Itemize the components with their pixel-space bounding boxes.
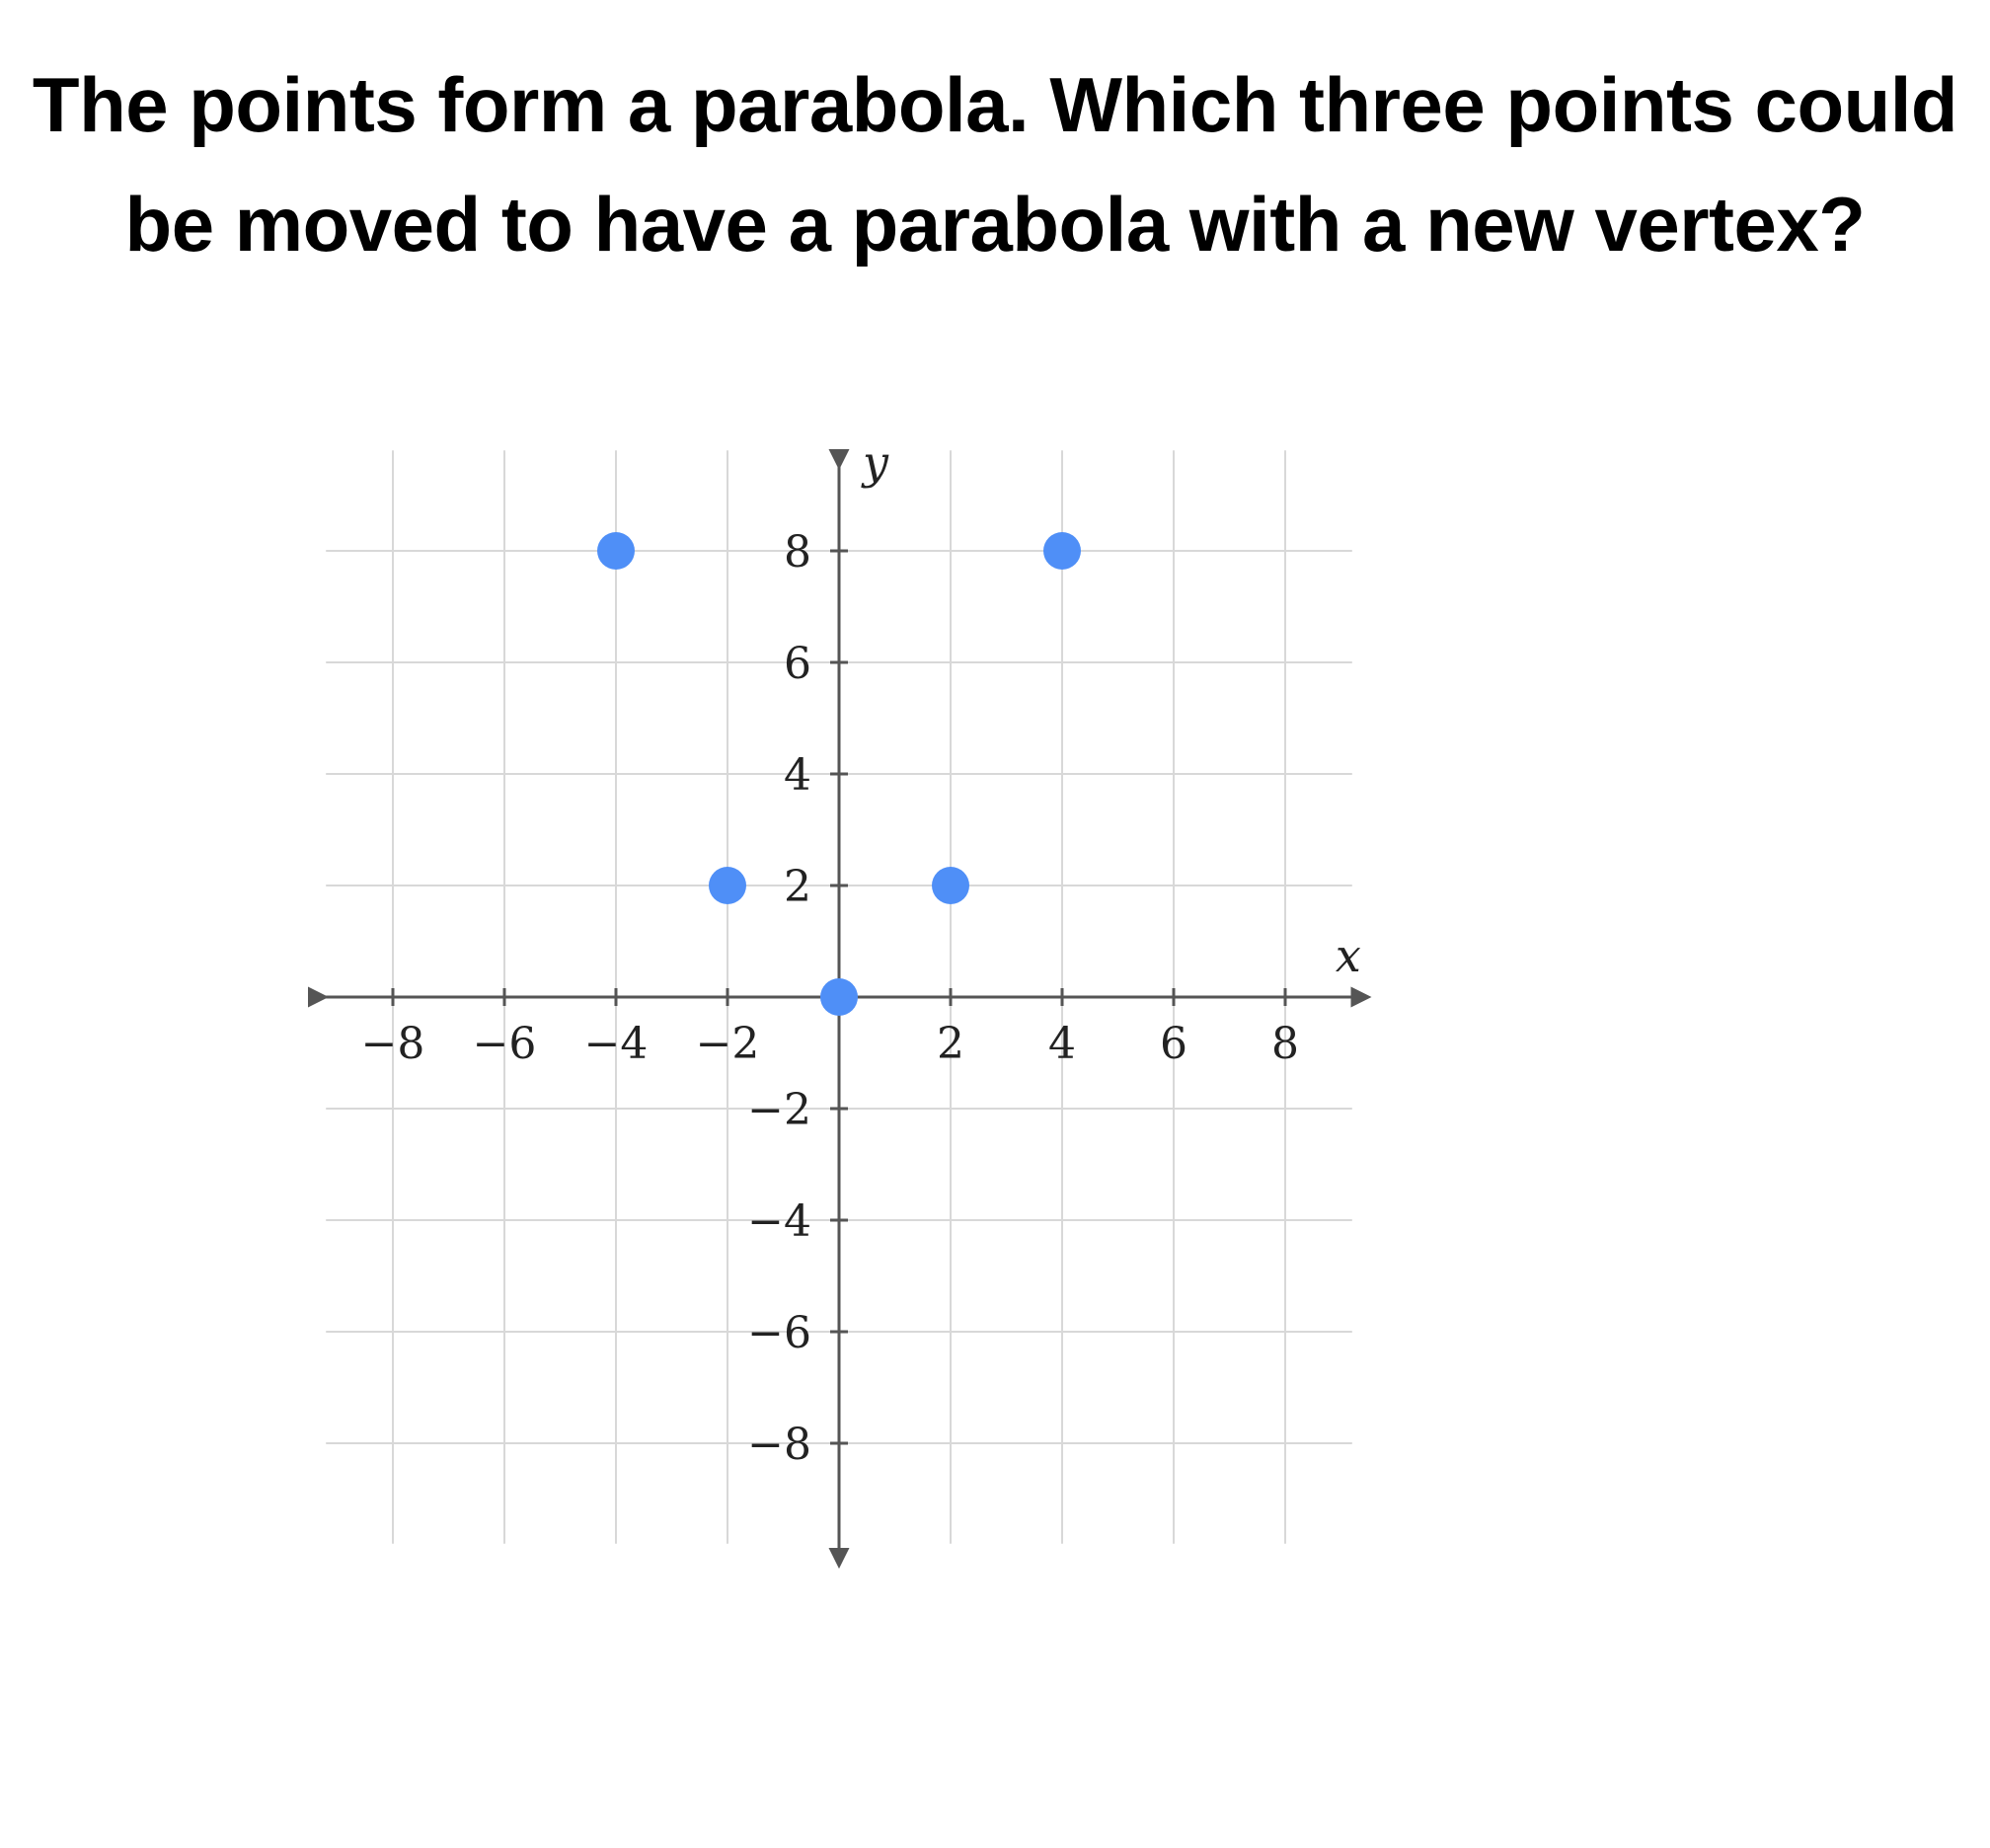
axis-tick-label: 4 — [784, 750, 811, 801]
axis-tick-label: x — [1335, 929, 1361, 982]
axis-tick-label: −6 — [472, 1019, 537, 1069]
data-point[interactable] — [709, 867, 746, 904]
axis-tick-label: −8 — [747, 1420, 811, 1470]
axis-tick-label: −6 — [747, 1308, 811, 1358]
axis-tick-label: −2 — [747, 1085, 811, 1135]
data-point[interactable] — [1043, 532, 1081, 570]
axis-tick-label: 4 — [1048, 1019, 1076, 1069]
axis-tick-label: 8 — [784, 527, 811, 578]
data-point[interactable] — [597, 532, 635, 570]
coordinate-plane — [326, 435, 1668, 1836]
axis-tick-label: 6 — [1160, 1019, 1187, 1069]
scatter-plot — [326, 435, 1668, 1836]
axis-tick-label: 6 — [784, 639, 811, 689]
data-point[interactable] — [820, 978, 858, 1016]
axis-tick-label: −2 — [695, 1019, 760, 1069]
axis-tick-label: −4 — [747, 1196, 811, 1247]
axis-tick-label: −4 — [583, 1019, 649, 1069]
page-title: The points form a parabola. Which three points could be moved to have a parabola with a new vertex? — [32, 61, 1958, 268]
data-point[interactable] — [932, 867, 969, 904]
axis-tick-label: y — [863, 435, 888, 490]
axis-tick-label: 2 — [937, 1019, 964, 1069]
axis-tick-label: 8 — [1271, 1019, 1299, 1069]
axis-tick-label: 2 — [784, 862, 811, 912]
axis-tick-label: −8 — [360, 1019, 425, 1069]
